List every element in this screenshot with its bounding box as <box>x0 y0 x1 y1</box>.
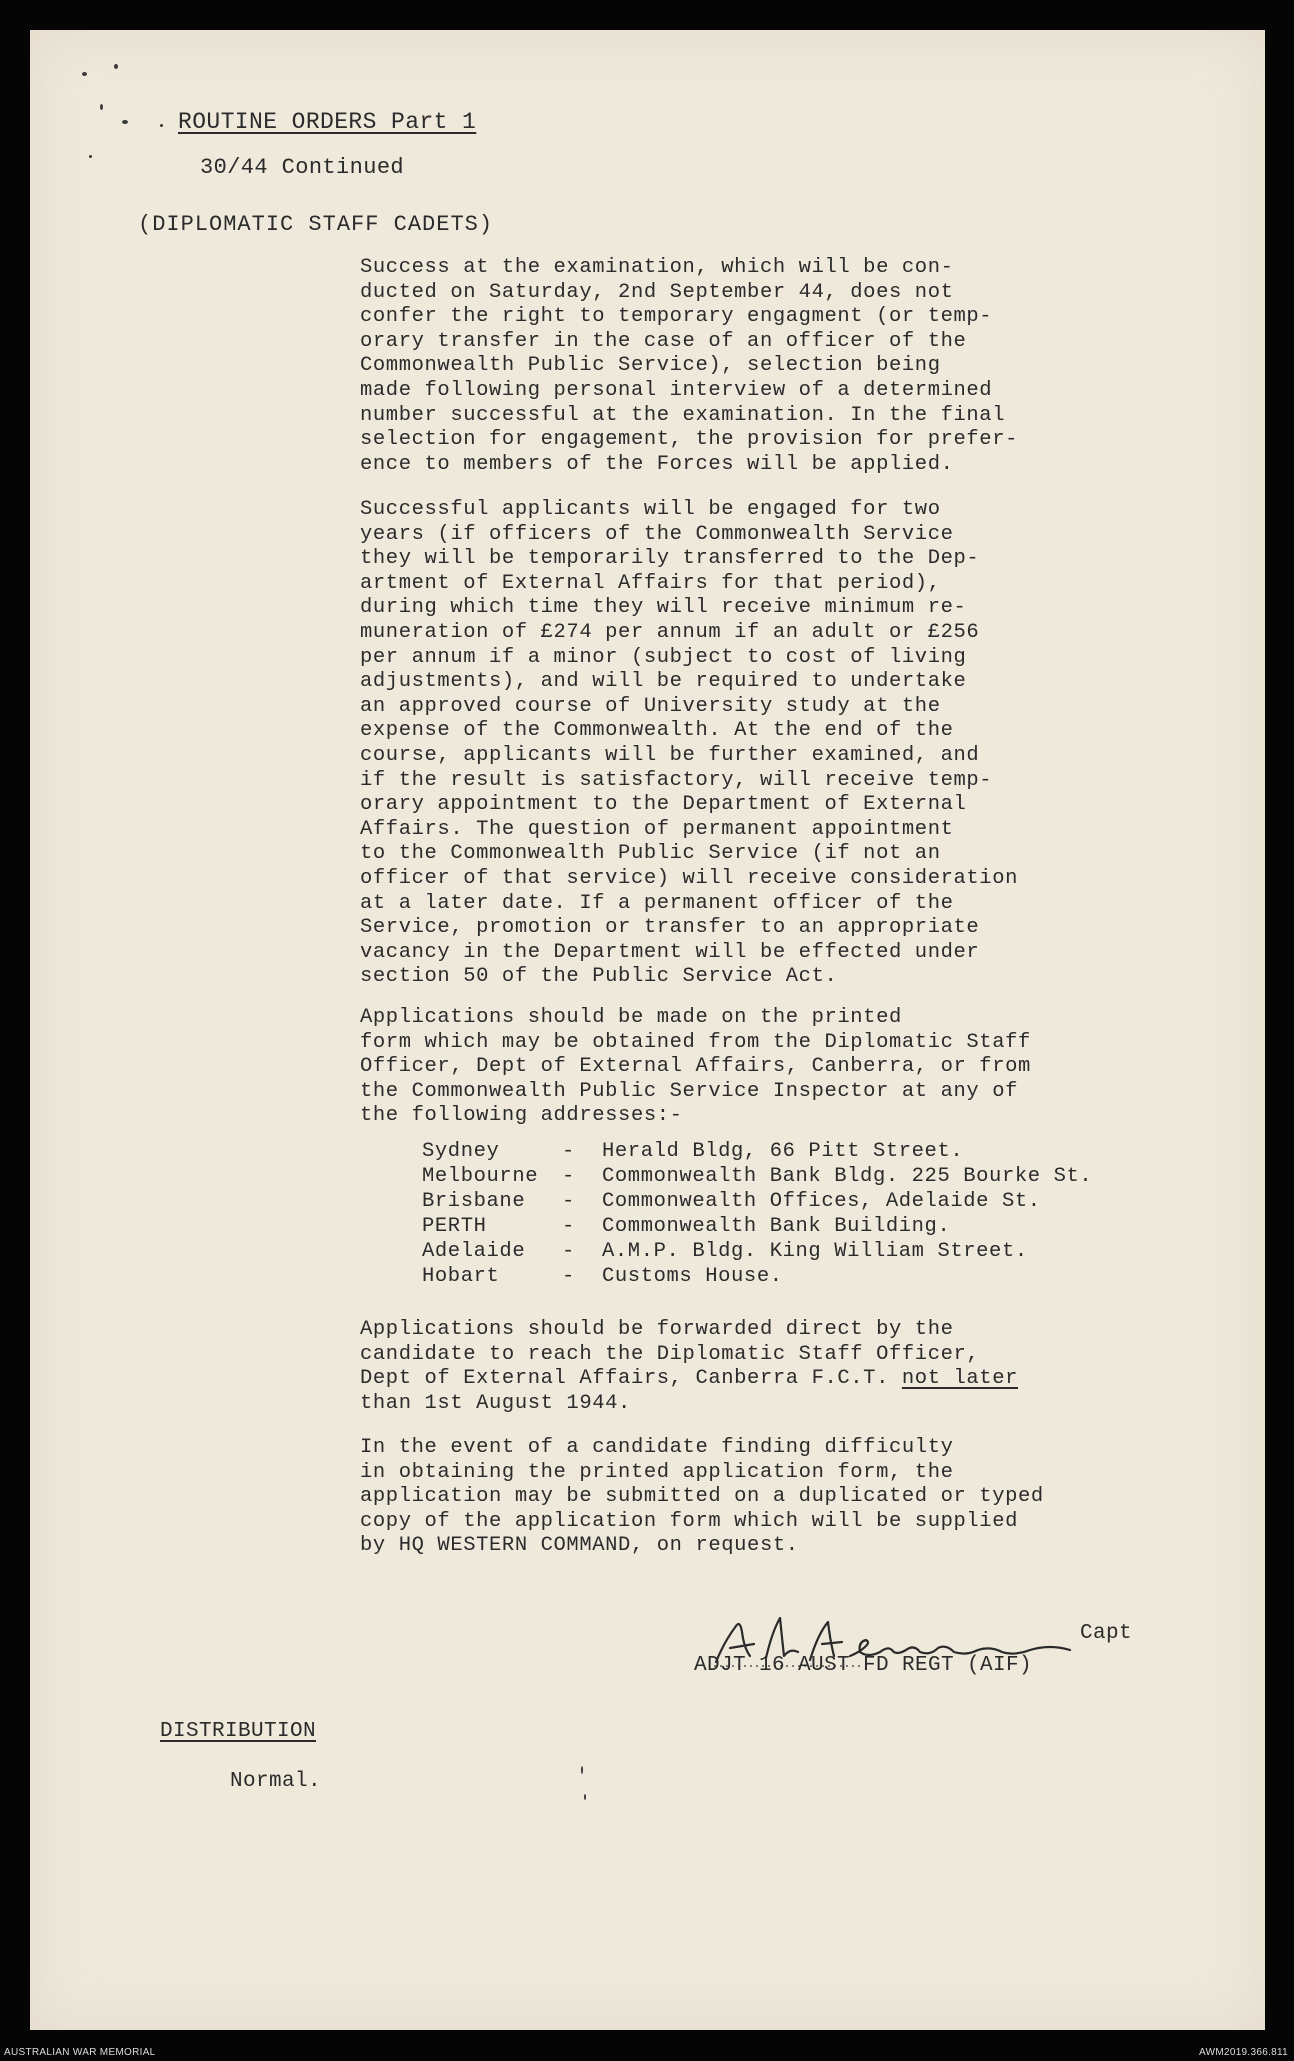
signatory-title: ADJT 16 AUST FD REGT (AIF) <box>694 1654 1033 1677</box>
section-title: (DIPLOMATIC STAFF CADETS) <box>138 212 494 237</box>
archive-reference: AWM2019.366.811 <box>1199 2047 1288 2058</box>
ink-mark <box>160 124 163 127</box>
address-city: Melbourne <box>422 1165 539 1188</box>
address-city: Brisbane <box>422 1190 526 1213</box>
ink-mark <box>114 64 118 69</box>
address-separator: - <box>562 1265 575 1288</box>
paragraph-examination: Success at the examination, which will be con- ducted on Saturday, 2nd September 44, does not confer the right to temporary engagment (or temp- orary transfer in the case of an officer of the Commonwealth Public Service), selection being made following personal interview of a determined number successful at the examination. In the final selection for engagement, the provision for prefer- ence to members of the Forces will be applied. <box>360 256 1019 476</box>
ink-mark <box>581 1766 583 1774</box>
address-separator: - <box>562 1165 575 1188</box>
archive-name: AUSTRALIAN WAR MEMORIAL <box>4 2047 156 2058</box>
address-city: PERTH <box>422 1215 487 1238</box>
header-title: ROUTINE ORDERS Part 1 <box>178 109 477 135</box>
paragraph-engagement: Successful applicants will be engaged for two years (if officers of the Commonwealth Service they will be temporarily transferred to the Dep- artment of External Affairs for that period), during which time they will receive minimum re- muneration of £274 per annum if an adult or £256 per annum if a minor (subject to cost of living adjustments), and will be required to undertake an approved course of University study at the expense of the Commonwealth. At the end of the course, applicants will be further examined, and if the result is satisfactory, will receive temp- orary appointment to the Department of External Affairs. The question of permanent appointment to the Commonwealth Public Service (if not an officer of that service) will receive consideration at a later date. If a permanent officer of the Service, promotion or transfer to an appropriate vacancy in the Department will be effected under section 50 of the Public Service Act. <box>360 498 1019 989</box>
distribution-label: DISTRIBUTION <box>160 1720 317 1743</box>
address-separator: - <box>562 1240 575 1263</box>
ink-mark <box>122 120 128 124</box>
address-row <box>422 1264 1092 1289</box>
signatory-rank: Capt <box>1080 1622 1133 1645</box>
deadline-date: than 1st August 1944. <box>360 1391 631 1415</box>
deadline-text: Applications should be forwarded direct by the candidate to reach the Diplomatic Staff Officer, Dept of External Affairs, Canberra F.C.T. <box>360 1318 980 1391</box>
address-city: Sydney <box>422 1140 500 1163</box>
distribution-value: Normal. <box>230 1770 322 1793</box>
ink-mark <box>89 155 92 158</box>
address-row <box>422 1164 1092 1189</box>
address-separator: - <box>562 1215 575 1238</box>
address-row <box>422 1189 1092 1214</box>
paragraph-applications: Applications should be made on the printed form which may be obtained from the Diplomatic Staff Officer, Dept of External Affairs, Canberra, or from the Commonwealth Public Service Inspector at any of the following addresses:- <box>360 1006 1031 1128</box>
deadline-emphasis: not later <box>901 1367 1019 1391</box>
address-list <box>422 1139 1092 1289</box>
paragraph-duplicate-form: In the event of a candidate finding difficulty in obtaining the printed application form, the application may be submitted on a duplicated or typed copy of the application form which will be supplied by HQ WESTERN COMMAND, on request. <box>360 1436 1044 1558</box>
address-location: Commonwealth Offices, Adelaide St. <box>602 1190 1041 1213</box>
address-location: Customs House. <box>602 1265 783 1288</box>
address-separator: - <box>562 1190 575 1213</box>
paragraph-deadline <box>360 1318 1160 1416</box>
address-city: Hobart <box>422 1265 500 1288</box>
address-location: A.M.P. Bldg. King William Street. <box>602 1240 1028 1263</box>
document-page <box>30 30 1265 2030</box>
ink-mark <box>100 104 103 110</box>
address-location: Commonwealth Bank Building. <box>602 1215 951 1238</box>
address-location: Herald Bldg, 66 Pitt Street. <box>602 1140 964 1163</box>
address-location: Commonwealth Bank Bldg. 225 Bourke St. <box>602 1165 1093 1188</box>
ink-mark <box>584 1794 586 1800</box>
address-city: Adelaide <box>422 1240 526 1263</box>
order-reference: 30/44 Continued <box>200 155 405 180</box>
address-row <box>422 1239 1092 1264</box>
address-row <box>422 1214 1092 1239</box>
address-separator: - <box>562 1140 575 1163</box>
address-row <box>422 1139 1092 1164</box>
ink-mark <box>82 72 87 76</box>
